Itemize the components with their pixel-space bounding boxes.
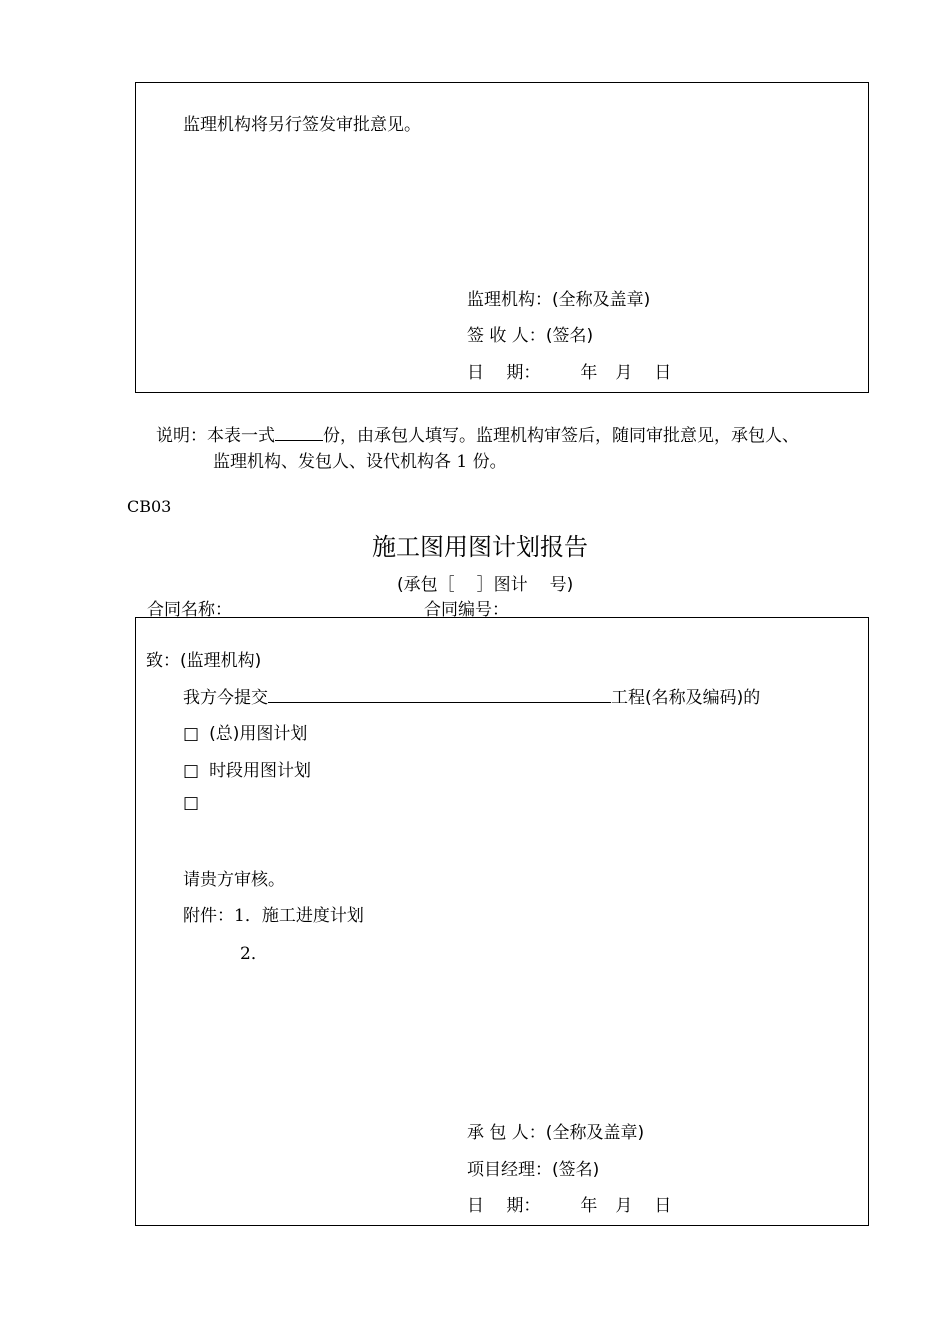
supervisor-org-signature: 监理机构：(全称及盖章) xyxy=(467,290,651,310)
option-other xyxy=(183,793,199,813)
checkbox-period-plan[interactable]: □ xyxy=(183,761,200,781)
note-line2-a: 监理机构、发包人、设代机构各 xyxy=(213,452,451,472)
date-month: 月 xyxy=(615,363,633,383)
attachment-1-text: 施工进度计划 xyxy=(261,906,364,926)
attachment-1-num: 1． xyxy=(234,906,262,926)
receiver-signature xyxy=(467,321,593,346)
attachment-label: 附件： xyxy=(183,906,234,926)
top-date-line xyxy=(467,358,671,383)
form-subtitle xyxy=(397,570,573,595)
note-part-1: 说明：本表一式 xyxy=(156,426,275,446)
option-total-plan-label: (总)用图计划 xyxy=(209,724,308,744)
note-line-2 xyxy=(213,447,507,472)
checkbox-total-plan[interactable]: □ xyxy=(183,724,200,744)
manager-signature: 项目经理：(签名) xyxy=(467,1160,600,1180)
attachment-2: 2． xyxy=(240,944,268,964)
addressee-line: 致：(监理机构) xyxy=(146,651,262,671)
date-label: 日 期： xyxy=(467,363,541,383)
attachment-1 xyxy=(183,901,364,926)
note-part-2: 份，由承包人填写。监理机构审签后，随同审批意见，承包人、 xyxy=(323,426,799,446)
page-title: 施工图用图计划报告 xyxy=(372,533,588,561)
bottom-date-line xyxy=(467,1191,671,1216)
contractor-signature: 承 包 人：(全称及盖章) xyxy=(467,1123,645,1143)
subtitle-a: (承包［ xyxy=(397,575,455,595)
copies-blank xyxy=(275,423,323,441)
submit-suffix: 工程(名称及编码)的 xyxy=(611,688,761,708)
submit-prefix: 我方今提交 xyxy=(183,688,268,708)
date-label: 日 期： xyxy=(467,1196,541,1216)
checkbox-other[interactable]: □ xyxy=(183,793,200,813)
note-line2-b: 份。 xyxy=(472,452,507,472)
date-year: 年 xyxy=(580,1196,598,1216)
project-name-blank xyxy=(268,685,611,703)
date-day: 日 xyxy=(654,363,672,383)
review-request: 请贵方审核。 xyxy=(183,870,285,890)
submit-line xyxy=(183,683,760,708)
receiver-label: 签 收 人： xyxy=(467,326,546,346)
contract-name-label: 合同名称： xyxy=(147,600,232,620)
contract-number-label: 合同编号： xyxy=(424,600,509,620)
subtitle-c: 号) xyxy=(549,575,574,595)
option-period-plan-label: 时段用图计划 xyxy=(209,761,312,781)
form-code: CB03 xyxy=(127,497,172,516)
date-month: 月 xyxy=(615,1196,633,1216)
receiver-value: (签名) xyxy=(545,326,594,346)
date-year: 年 xyxy=(580,363,598,383)
subtitle-b: ］图计 xyxy=(476,575,528,595)
option-total-plan xyxy=(183,719,307,744)
date-day: 日 xyxy=(654,1196,672,1216)
option-period-plan xyxy=(183,756,311,781)
note-line2-num: 1 xyxy=(456,452,468,472)
note-line-1 xyxy=(156,421,799,446)
approval-statement: 监理机构将另行签发审批意见。 xyxy=(183,115,421,135)
